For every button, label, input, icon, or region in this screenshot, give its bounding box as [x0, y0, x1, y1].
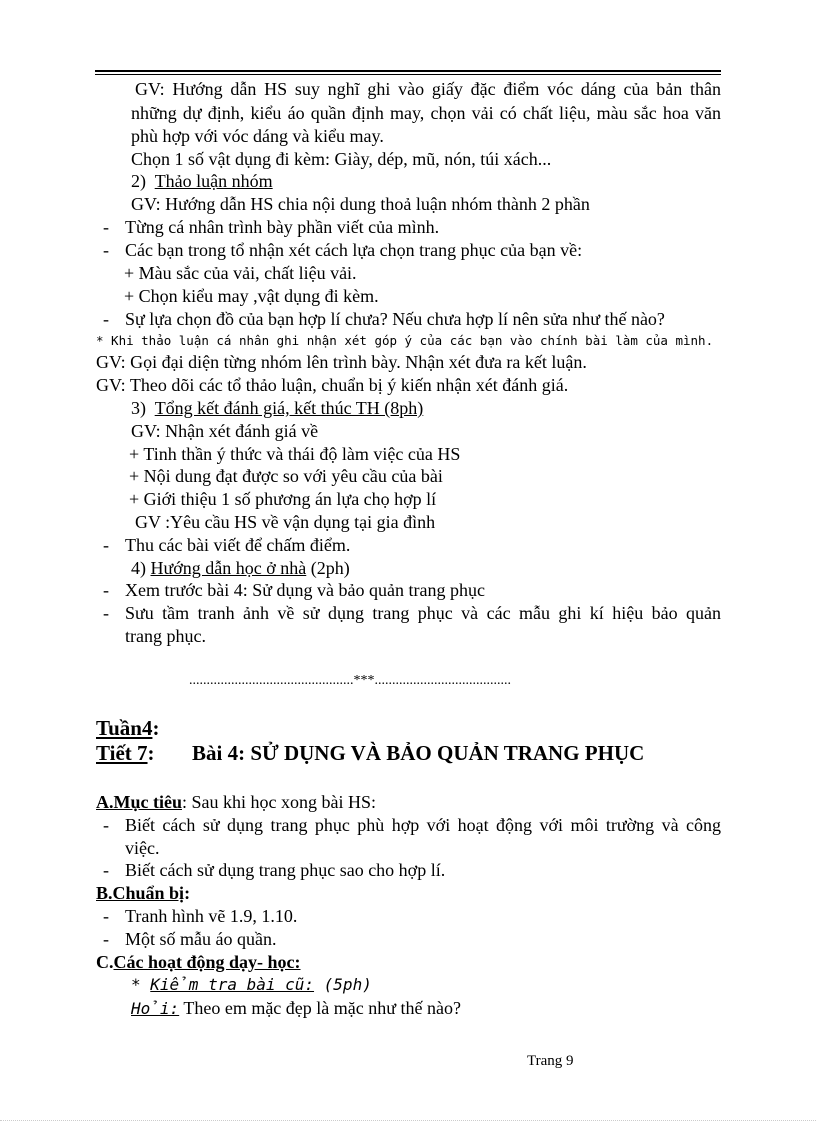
section-4-time: (2ph)	[310, 558, 350, 578]
section-4-title: Hướng dẫn học ở nhà	[150, 558, 307, 578]
section-3-gv-yeu-cau: GV :Yêu cầu HS về vận dụng tại gia đình	[135, 512, 436, 532]
plus-noi-dung: + Nội dung đạt được so với yêu cầu của bài	[129, 466, 443, 486]
section-3-title: Tổng kết đánh giá, kết thúc TH (8ph)	[154, 398, 424, 418]
kiem-tra-star: *	[131, 975, 151, 994]
header-rule	[95, 70, 721, 72]
muc-tieu-2: Biết cách sử dụng trang phục sao cho hợp lí.	[125, 860, 446, 880]
chon-vat-dung: Chọn 1 số vật dụng đi kèm: Giày, dép, mũ, nón, túi xách...	[131, 149, 552, 169]
chuan-bi-heading	[96, 883, 190, 903]
section-2-number: 2)	[131, 171, 146, 191]
bullet-dash: -	[103, 217, 109, 237]
gv-theo-doi: GV: Theo dõi các tổ thảo luận, chuẩn bị ý kiến nhận xét đánh giá.	[96, 375, 569, 395]
gv-intro-line1: GV: Hướng dẫn HS suy nghĩ ghi vào giấy đặc điểm vóc dáng của bản thân	[135, 79, 721, 99]
section-3-number: 3)	[131, 398, 146, 418]
tuan-heading	[96, 716, 159, 740]
bullet-dash: -	[103, 860, 109, 880]
bullet-nhan-xet: Các bạn trong tổ nhận xét cách lựa chọn trang phục của bạn về:	[125, 240, 583, 260]
section-2-gv: GV: Hướng dẫn HS chia nội dung thoả luận nhóm thành 2 phần	[131, 194, 590, 214]
hoat-dong-heading	[96, 952, 301, 972]
tiet-label: Tiết 7	[96, 741, 148, 765]
bullet-suu-tam-line2: trang phục.	[125, 626, 206, 646]
section-3-heading	[131, 398, 423, 418]
gv-intro-line3: phù hợp với vóc dáng và kiểu may.	[131, 126, 384, 146]
chuan-bi-mau-ao: Một số mẫu áo quần.	[125, 929, 277, 949]
chuan-bi-label: B.Chuẩn bị	[96, 883, 185, 903]
kiem-tra-label: Kiểm tra bài cũ:	[150, 975, 315, 994]
bullet-suu-tam-line1: Sưu tầm tranh ảnh về sử dụng trang phục và các mẫu ghi kí hiệu bảo quản	[125, 603, 721, 623]
bullet-dash: -	[103, 240, 109, 260]
hoat-dong-prefix: C.	[96, 952, 114, 972]
bullet-dash: -	[103, 535, 109, 555]
plus-kieu-may: + Chọn kiểu may ,vật dụng đi kèm.	[124, 286, 379, 306]
chuan-bi-tranh: Tranh hình vẽ 1.9, 1.10.	[125, 906, 298, 926]
section-4-number: 4)	[131, 558, 146, 578]
section-3-gv: GV: Nhận xét đánh giá về	[131, 421, 319, 441]
hoi-label: Hỏi:	[131, 999, 180, 1018]
bullet-trinh-bay: Từng cá nhân trình bày phần viết của mình.	[125, 217, 440, 237]
page-bottom-edge	[0, 1120, 816, 1121]
section-2-title: Thảo luận nhóm	[154, 171, 273, 191]
muc-tieu-heading	[96, 792, 376, 812]
hoi-line	[131, 998, 461, 1019]
muc-tieu-label: A.Mục tiêu	[96, 792, 182, 812]
chuan-bi-colon: :	[184, 883, 191, 903]
plus-gioi-thieu: + Giới thiệu 1 số phương án lựa chọ hợp lí	[129, 489, 437, 509]
kiem-tra-time: (5ph)	[314, 975, 372, 994]
bullet-dash: -	[103, 309, 109, 329]
bullet-dash: -	[103, 580, 109, 600]
section-separator: ...............................................***.......................................	[189, 673, 511, 688]
page-number: Trang 9	[527, 1053, 574, 1069]
gv-intro-line2: những dự định, kiểu áo quần định may, chọn vải có chất liệu, màu sắc hoa văn	[131, 103, 721, 123]
header-rule-thin	[95, 74, 721, 75]
bullet-thu-bai: Thu các bài viết để chấm điểm.	[125, 535, 351, 555]
bullet-dash: -	[103, 815, 109, 835]
muc-tieu-1-line1: Biết cách sử dụng trang phục phù hợp với hoạt động với môi trường và công	[125, 815, 721, 835]
plus-tinh-than: + Tinh thần ý thức và thái độ làm việc của HS	[129, 444, 461, 464]
section-4-heading	[131, 558, 350, 578]
bullet-xem-truoc: Xem trước bài 4: Sử dụng và bảo quản trang phục	[125, 580, 485, 600]
lesson-title: Bài 4: SỬ DỤNG VÀ BẢO QUẢN TRANG PHỤC	[192, 741, 645, 765]
gv-goi-dai-dien: GV: Gọi đại diện từng nhóm lên trình bày. Nhận xét đưa ra kết luận.	[96, 352, 587, 372]
tuan-label: Tuần4	[96, 716, 153, 740]
section-2-heading	[131, 171, 273, 191]
tiet-heading	[96, 741, 155, 765]
bullet-dash: -	[103, 906, 109, 926]
kiem-tra-bai-cu	[131, 975, 372, 995]
note-thao-luan: * Khi thảo luận cá nhân ghi nhận xét góp ý của các bạn vào chính bài làm của mình.	[96, 333, 714, 348]
tiet-colon: :	[147, 741, 155, 765]
bullet-su-lua-chon: Sự lựa chọn đồ của bạn hợp lí chưa? Nếu chưa hợp lí nên sửa như thế nào?	[125, 309, 665, 329]
muc-tieu-1-line2: việc.	[125, 838, 160, 858]
hoat-dong-label: Các hoạt động dạy- học:	[113, 952, 301, 972]
bullet-dash: -	[103, 603, 109, 623]
tuan-colon: :	[152, 716, 160, 740]
muc-tieu-text: : Sau khi học xong bài HS:	[181, 792, 376, 812]
hoi-text: Theo em mặc đẹp là mặc như thế nào?	[179, 998, 461, 1018]
bullet-dash: -	[103, 929, 109, 949]
plus-mau-sac: + Màu sắc của vải, chất liệu vải.	[124, 263, 357, 283]
